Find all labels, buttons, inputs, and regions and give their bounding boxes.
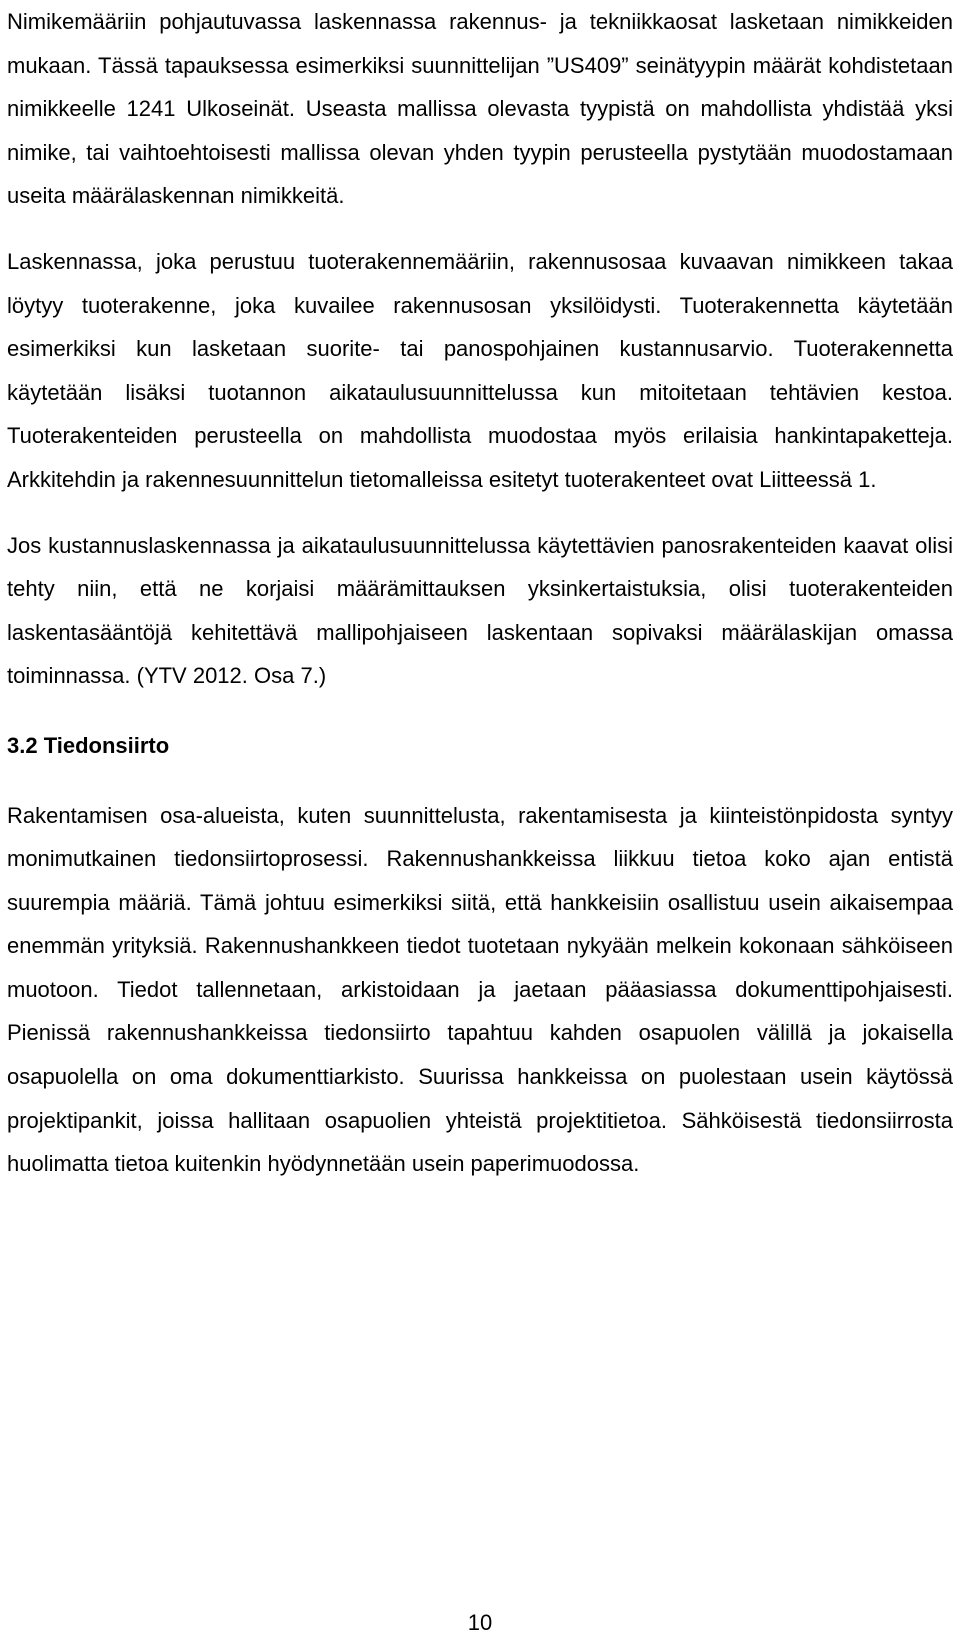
paragraph-data-transfer: Rakentamisen osa-alueista, kuten suunnittelusta, rakentamisesta ja kiinteistönpidosta syntyy monimutkainen tiedonsiirtoprosessi. Rakennushankkeissa liikkuu tietoa koko ajan entistä suurempia määriä. Tämä johtuu esimerkiksi siitä, että hankkeisiin osallistuu usein aikaisempaa enemmän yrityksiä. Rakennushankkeen tiedot tuotetaan nykyään melkein kokonaan sähköiseen muotoon. Tiedot tallennetaan, arkistoidaan ja jaetaan pääasiassa dokumenttipohjaisesti. Pienissä rakennushankkeissa tiedonsiirto tapahtuu kahden osapuolen välillä ja jokaisella osapuolella on oma dokumenttiarkisto. Suurissa hankkeissa on puolestaan usein käytössä projektipankit, joissa hallitaan osapuolien yhteistä projektitietoa. Sähköisestä tiedonsiirrosta huolimatta tietoa kuitenkin hyödynnetään usein paperimuodossa.	[7, 802, 953, 1177]
section-heading: 3.2 Tiedonsiirto	[7, 732, 170, 758]
document-page	[7, 0, 953, 1186]
paragraph-cost-calculation: Jos kustannuslaskennassa ja aikataulusuunnittelussa käytettävien panosrakenteiden kaavat olisi tehty niin, että ne korjaisi määrämittauksen yksinkertaistuksia, olisi tuoterakenteiden laskentasääntöjä kehitettävä mallipohjaiseen laskentaan sopivaksi määrälaskijan omassa toiminnassa. (YTV 2012. Osa 7.)	[7, 532, 953, 689]
paragraph-quantity-items: Nimikemääriin pohjautuvassa laskennassa rakennus- ja tekniikkaosat lasketaan nimikkeiden mukaan. Tässä tapauksessa esimerkiksi suunnittelijan ”US409” seinätyypin määrät kohdistetaan nimikkeelle 1241 Ulkoseinät. Useasta mallissa olevasta tyypistä on mahdollista yhdistää yksi nimike, tai vaihtoehtoisesti mallissa olevan yhden tyypin perusteella pystytään muodostamaan useita määrälaskennan nimikkeitä.	[7, 9, 953, 209]
page-number: 10	[467, 1610, 493, 1635]
paragraph-product-structures: Laskennassa, joka perustuu tuoterakennemääriin, rakennusosaa kuvaavan nimikkeen takaa löytyy tuoterakenne, joka kuvailee rakennusosan yksilöidysti. Tuoterakennetta käytetään esimerkiksi kun lasketaan suorite- tai panospohjainen kustannusarvio. Tuoterakennetta käytetään lisäksi tuotannon aikataulusuunnittelussa kun mitoitetaan tehtävien kestoa. Tuoterakenteiden perusteella on mahdollista muodostaa myös erilaisia hankintapaketteja. Arkkitehdin ja rakennesuunnittelun tietomalleissa esitetyt tuoterakenteet ovat Liitteessä 1.	[7, 248, 953, 492]
